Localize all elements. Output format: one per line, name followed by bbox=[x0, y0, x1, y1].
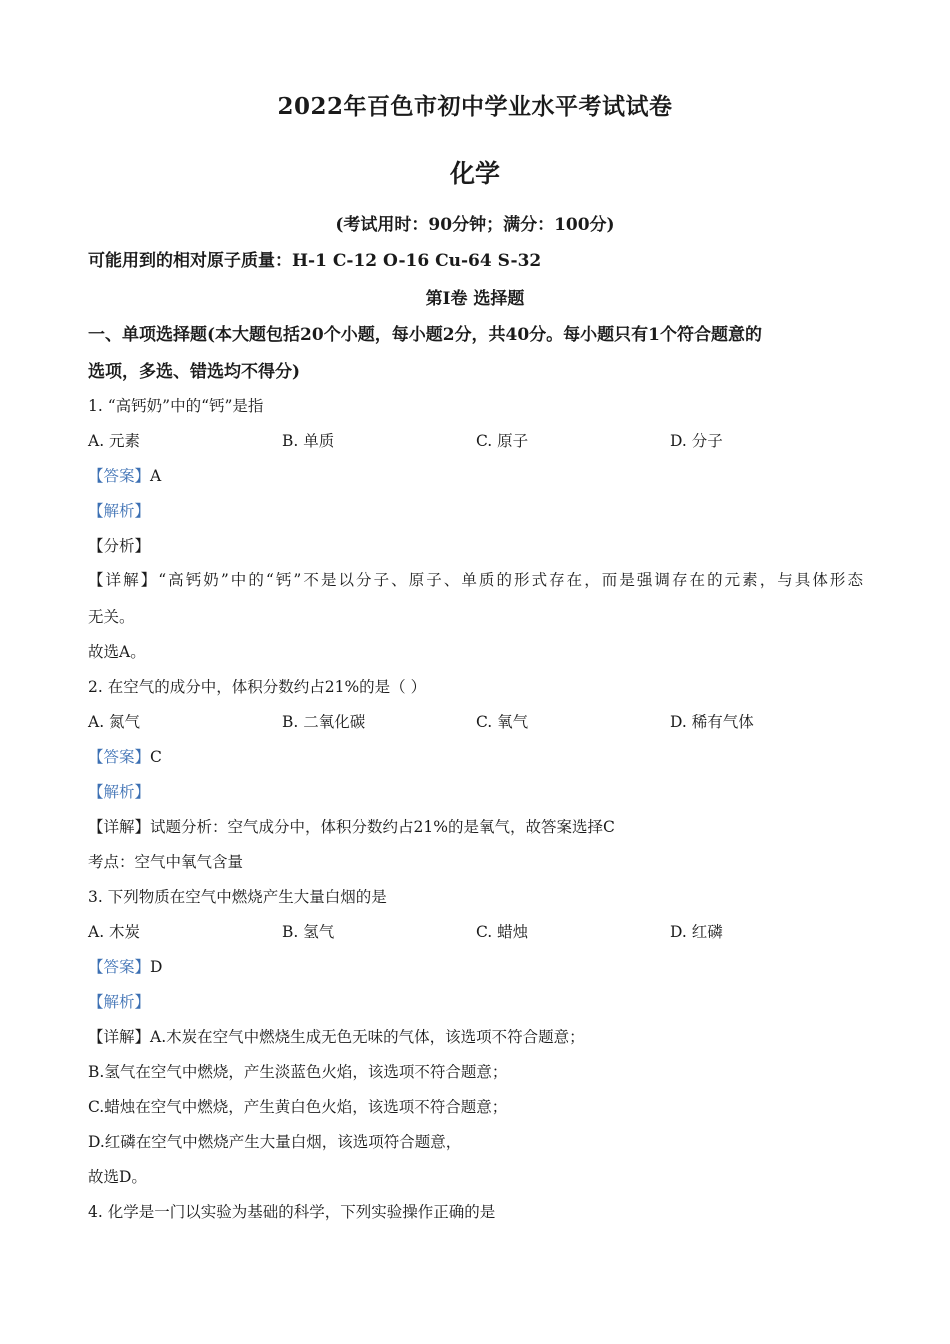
question-3-stem: 3. 下列物质在空气中燃烧产生大量白烟的是 bbox=[88, 888, 387, 906]
exam-title: 2022年百色市初中学业水平考试试卷 bbox=[277, 93, 673, 120]
q2-option-a: A. 氮气 bbox=[88, 713, 141, 731]
q1-conclusion: 故选A。 bbox=[88, 643, 146, 661]
q3-detail-line-d: D.红磷在空气中燃烧产生大量白烟，该选项符合题意， bbox=[88, 1133, 462, 1151]
answer-label: 【答案】 bbox=[88, 467, 151, 485]
q2-answer bbox=[88, 745, 162, 767]
answer-label: 【答案】 bbox=[88, 748, 151, 766]
q1-option-a: A. 元素 bbox=[88, 432, 141, 450]
detail-text: A.木炭在空气中燃烧生成无色无味的气体，该选项不符合题意； bbox=[150, 1028, 585, 1046]
q2-option-b: B. 二氧化碳 bbox=[282, 713, 366, 731]
section-heading-line2: 选项，多选、错选均不得分) bbox=[88, 362, 301, 382]
q3-detail-line-b: B.氢气在空气中燃烧，产生淡蓝色火焰，该选项不符合题意； bbox=[88, 1063, 508, 1081]
atomic-masses: 可能用到的相对原子质量：H-1 C-12 O-16 Cu-64 S-32 bbox=[88, 251, 542, 271]
q3-option-a: A. 木炭 bbox=[88, 923, 141, 941]
q2-analysis-label: 【解析】 bbox=[88, 783, 151, 801]
answer-value: D bbox=[150, 958, 163, 976]
q3-analysis-label: 【解析】 bbox=[88, 993, 151, 1011]
detail-text: “高钙奶”中的“钙”不是以分子、原子、单质的形式存在，而是强调存在的元素，与具体形态 bbox=[158, 571, 863, 589]
q1-option-b: B. 单质 bbox=[282, 432, 335, 450]
q1-analysis-label: 【解析】 bbox=[88, 502, 151, 520]
q1-analysis-sub-label: 【分析】 bbox=[88, 537, 151, 555]
question-2-stem: 2. 在空气的成分中，体积分数约占21%的是（ ） bbox=[88, 678, 427, 696]
question-4-stem: 4. 化学是一门以实验为基础的科学，下列实验操作正确的是 bbox=[88, 1203, 496, 1221]
q1-detail-line2: 无关。 bbox=[88, 608, 135, 626]
detail-label: 【详解】 bbox=[88, 818, 151, 836]
q3-option-b: B. 氢气 bbox=[282, 923, 335, 941]
q3-detail-line-c: C.蜡烛在空气中燃烧，产生黄白色火焰，该选项不符合题意； bbox=[88, 1098, 508, 1116]
q2-note: 考点：空气中氧气含量 bbox=[88, 853, 244, 871]
section-heading-line1: 一、单项选择题(本大题包括20个小题，每小题2分，共40分。每小题只有1个符合题意的 bbox=[88, 325, 763, 345]
exam-subject: 化学 bbox=[449, 159, 500, 188]
q3-detail-line1 bbox=[88, 1025, 585, 1047]
q1-option-c: C. 原子 bbox=[476, 432, 529, 450]
answer-value: A bbox=[150, 467, 162, 485]
q3-option-c: C. 蜡烛 bbox=[476, 923, 529, 941]
exam-info: (考试用时：90分钟；满分：100分) bbox=[335, 215, 615, 235]
answer-value: C bbox=[150, 748, 162, 766]
q2-detail-line1 bbox=[88, 815, 615, 837]
detail-label: 【详解】 bbox=[88, 1028, 151, 1046]
question-1-stem: 1. “高钙奶”中的“钙”是指 bbox=[88, 397, 264, 415]
detail-label: 【详解】 bbox=[88, 571, 159, 589]
part-title: 第Ⅰ卷 选择题 bbox=[425, 289, 525, 309]
detail-text: 试题分析：空气成分中，体积分数约占21%的是氧气，故答案选择C bbox=[150, 818, 615, 836]
q3-answer bbox=[88, 955, 162, 977]
q3-option-d: D. 红磷 bbox=[670, 923, 723, 941]
q1-option-d: D. 分子 bbox=[670, 432, 723, 450]
q1-detail-line1 bbox=[88, 568, 863, 590]
answer-label: 【答案】 bbox=[88, 958, 151, 976]
q2-option-c: C. 氧气 bbox=[476, 713, 529, 731]
q2-option-d: D. 稀有气体 bbox=[670, 713, 754, 731]
q3-conclusion: 故选D。 bbox=[88, 1168, 147, 1186]
q1-answer bbox=[88, 464, 161, 486]
